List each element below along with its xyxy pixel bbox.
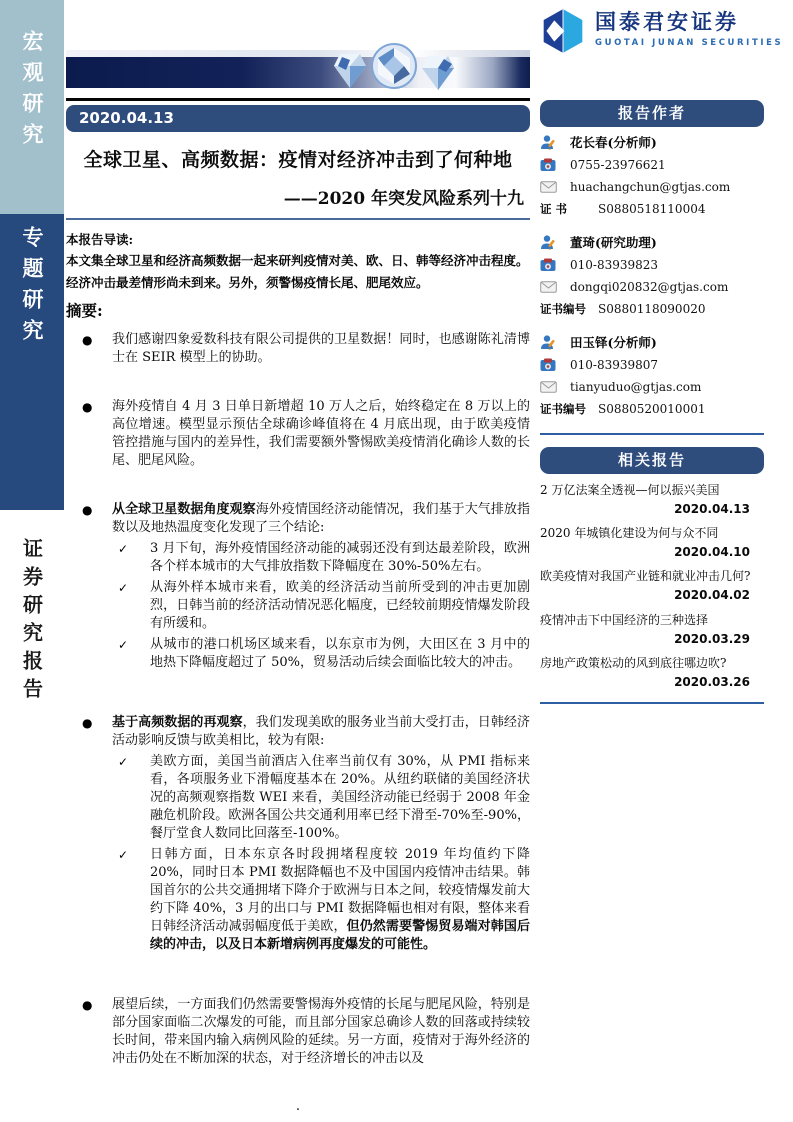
bullet-text: 我们感谢四象爱数科技有限公司提供的卫星数据！同时，也感谢陈礼清博士在 SEIR 模型上的协助。 [112,332,530,366]
related-report-title: 2020 年城镇化建设为何与众不同 [540,525,719,540]
author-name: 花长春(分析师) [570,135,657,150]
bullet-text: 海外疫情自 4 月 3 日单日新增超 10 万人之后，始终稳定在 8 万以上的高位增速。模型显示预估全球确诊峰值将在 4 月底出现，由于欧美疫情管控措施与国内的差异性，我们需要额外警惕欧美疫情消化确诊人数的长尾、肥尾风险。 [112,399,530,469]
cert-label: 证 书 [540,201,568,216]
author-email[interactable]: huachangchun@gtjas.com [570,179,731,194]
bullet-sub-list [112,540,530,672]
author-block [540,233,764,317]
related-report-date: 2020.03.26 [674,675,750,690]
sidebar-section-topic [0,214,64,510]
guide-label: 本报告导读: [66,231,134,247]
related-report-title: 2 万亿法案全透视—何以振兴美国 [540,482,720,497]
email-envelope-icon [540,381,570,393]
subtitle-divider-line [66,218,530,220]
author-cert-number: S0880518110004 [598,201,706,216]
abstract-bullet-list [66,331,530,1071]
email-envelope-icon [540,281,570,293]
sidebar-label-topic-research: 专题研究 [20,226,45,350]
author-cert-number: S0880520010001 [598,401,706,416]
author-email[interactable]: tianyuduo@gtjas.com [570,379,702,394]
abstract-sub-item [112,540,530,576]
related-reports-panel-header: 相关报告 [540,447,764,474]
author-phone: 010-83939807 [570,357,659,372]
abstract-sub-item [112,846,530,954]
brand-logo [540,8,784,54]
checkmark-icon: ✓ [118,581,129,596]
related-report-title: 疫情冲击下中国经济的三种选择 [540,612,709,627]
bullet-text: 从全球卫星数据角度观察海外疫情国经济动能情况，我们基于大气排放指数以及地热温度变化发现了三个结论: [112,502,530,536]
related-reports-list [540,481,764,693]
bullet-body [112,398,530,473]
guide-line-2: 经济冲击最差情形尚未到来。另外，须警惕疫情长尾、肥尾效应。 [66,275,429,291]
abstract-bullet [66,331,530,370]
author-cert-number: S0880118090020 [598,301,706,316]
author-block [540,133,764,217]
abstract-bullet [66,398,530,473]
brand-name-cn: 国泰君安证券 [595,10,739,34]
related-report-date: 2020.03.29 [674,631,750,646]
checkmark-icon: ✓ [118,542,129,557]
phone-icon [540,258,570,272]
sidebar-label-macro-research: 宏观研究 [20,30,45,154]
bullet-text: 基于高频数据的再观察，我们发现美欧的服务业当前大受打击，日韩经济活动影响反馈与欧美相比，较为有限: [112,715,530,749]
related-report-item [540,567,764,605]
author-email[interactable]: dongqi020832@gtjas.com [570,279,729,294]
phone-icon [540,358,570,372]
header-divider-line [66,98,530,101]
bullet-body [112,996,530,1071]
sub-item-text: 从城市的港口机场区域来看，以东京市为例，大田区在 3 月中的地热下降幅度超过了 50%，贸易活动后续会面临比较大的冲击。 [150,637,530,671]
cert-label: 证书编号 [540,301,586,316]
authors-panel-header: 报告作者 [540,100,764,127]
related-report-item [540,524,764,562]
report-subtitle: ——2020 年突发风险系列十九 [283,188,524,209]
checkmark-icon: ✓ [118,755,129,770]
author-phone: 0755-23976621 [570,157,666,172]
authors-separator-line [540,433,764,435]
authors-list [540,133,764,417]
related-report-date: 2020.04.13 [674,501,750,516]
related-report-title: 房地产政策松动的风到底往哪边吹? [540,656,727,671]
analyst-person-icon [540,234,570,250]
abstract-bullet [66,501,530,672]
sidebar-section-macro [0,0,64,214]
related-report-date: 2020.04.02 [674,588,750,603]
checkmark-icon: ✓ [118,848,129,863]
bullet-marker-icon: ● [82,333,93,348]
sidebar-label-securities-research-report: 证券研究报告 [19,538,44,706]
abstract-sub-item [112,636,530,672]
left-sidebar [0,0,64,1122]
guide-line-1: 本文集全球卫星和经济高频数据一起来研判疫情对美、欧、日、韩等经济冲击程度。 [66,253,529,269]
author-name: 田玉铎(分析师) [570,335,657,350]
bullet-sub-list [112,753,530,954]
abstract-sub-item [112,579,530,633]
abstract-sub-item [112,753,530,843]
trailing-period: . [295,1099,301,1115]
bullet-marker-icon: ● [82,998,93,1013]
abstract-bullet [66,714,530,954]
bullet-body [112,501,530,672]
right-sidebar [540,100,764,704]
report-date-bar: 2020.04.13 [66,105,530,132]
sub-item-text: 3 月下旬，海外疫情国经济动能的减弱还没有到达最差阶段，欧洲各个样本城市的大气排放指数下降幅度在 30%-50%左右。 [150,541,530,575]
email-envelope-icon [540,181,570,193]
bullet-marker-icon: ● [82,503,93,518]
abstract-label: 摘要: [66,301,103,321]
related-report-date: 2020.04.10 [674,544,750,559]
report-title: 全球卫星、高频数据：疫情对经济冲击到了何种地 [83,148,513,171]
related-report-item [540,611,764,649]
bullet-marker-icon: ● [82,716,93,731]
phone-icon [540,158,570,172]
sub-item-text: 美欧方面，美国当前酒店入住率当前仅有 30%，从 PMI 指标来看，各项服务业下滑幅度基本在 20%。从纽约联储的美国经济状况的高频观察指数 WEI 来看，美国经济动能已经弱于 2008 年金融危机阶段。欧洲各国公共交通利用率已经下滑至-70%至-90%，餐厅堂食人数同比回落至-100%。 [150,754,530,842]
related-report-item [540,654,764,692]
related-reports-bottom-line [540,702,764,704]
guide-section [66,229,530,295]
related-report-item [540,481,764,519]
bullet-body [112,714,530,954]
author-block [540,333,764,417]
bullet-body [112,331,530,370]
analyst-person-icon [540,334,570,350]
sub-item-text: 从海外样本城市来看，欧美的经济活动当前所受到的冲击更加剧烈，日韩当前的经济活动情况恶化幅度，已经较前期疫情爆发阶段有所缓和。 [150,580,530,632]
bullet-marker-icon: ● [82,400,93,415]
analyst-person-icon [540,134,570,150]
author-phone: 010-83939823 [570,257,659,272]
brand-text [595,8,783,48]
header-banner [66,50,530,88]
bullet-text: 展望后续，一方面我们仍然需要警惕海外疫情的长尾与肥尾风险，特别是部分国家面临二次爆发的可能，而且部分国家总确诊人数的回落或持续较长时间，带来国内输入病例风险的延续。另一方面，疫情对于海外经济的冲击仍处在不断加深的状态，对于经济增长的冲击以及 [112,997,530,1067]
brand-name-en: GUOTAI JUNAN SECURITIES [595,38,784,49]
sub-item-text: 日韩方面，日本东京各时段拥堵程度较 2019 年均值约下降 20%，同时日本 PMI 数据降幅也不及中国国内疫情冲击结果。韩国首尔的公共交通拥堵下降介于欧洲与日本之间，较疫情爆发前大约下降 40%，3 月的出口与 PMI 数据降幅也相对有限，整体来看日韩经济活动减弱幅度低于美欧，但仍然需要警惕贸易端对韩国后续的冲击，以及日本新增病例再度爆发的可能性。 [150,847,530,953]
diamonds-decoration-icon [320,42,468,94]
main-column [66,0,530,1114]
abstract-bullet [66,996,530,1071]
gtja-diamond-logo-icon [540,8,586,54]
checkmark-icon: ✓ [118,638,129,653]
author-name: 董琦(研究助理) [570,235,657,250]
sidebar-section-report [0,510,64,1122]
cert-label: 证书编号 [540,401,586,416]
related-report-title: 欧美疫情对我国产业链和就业冲击几何? [540,569,751,584]
